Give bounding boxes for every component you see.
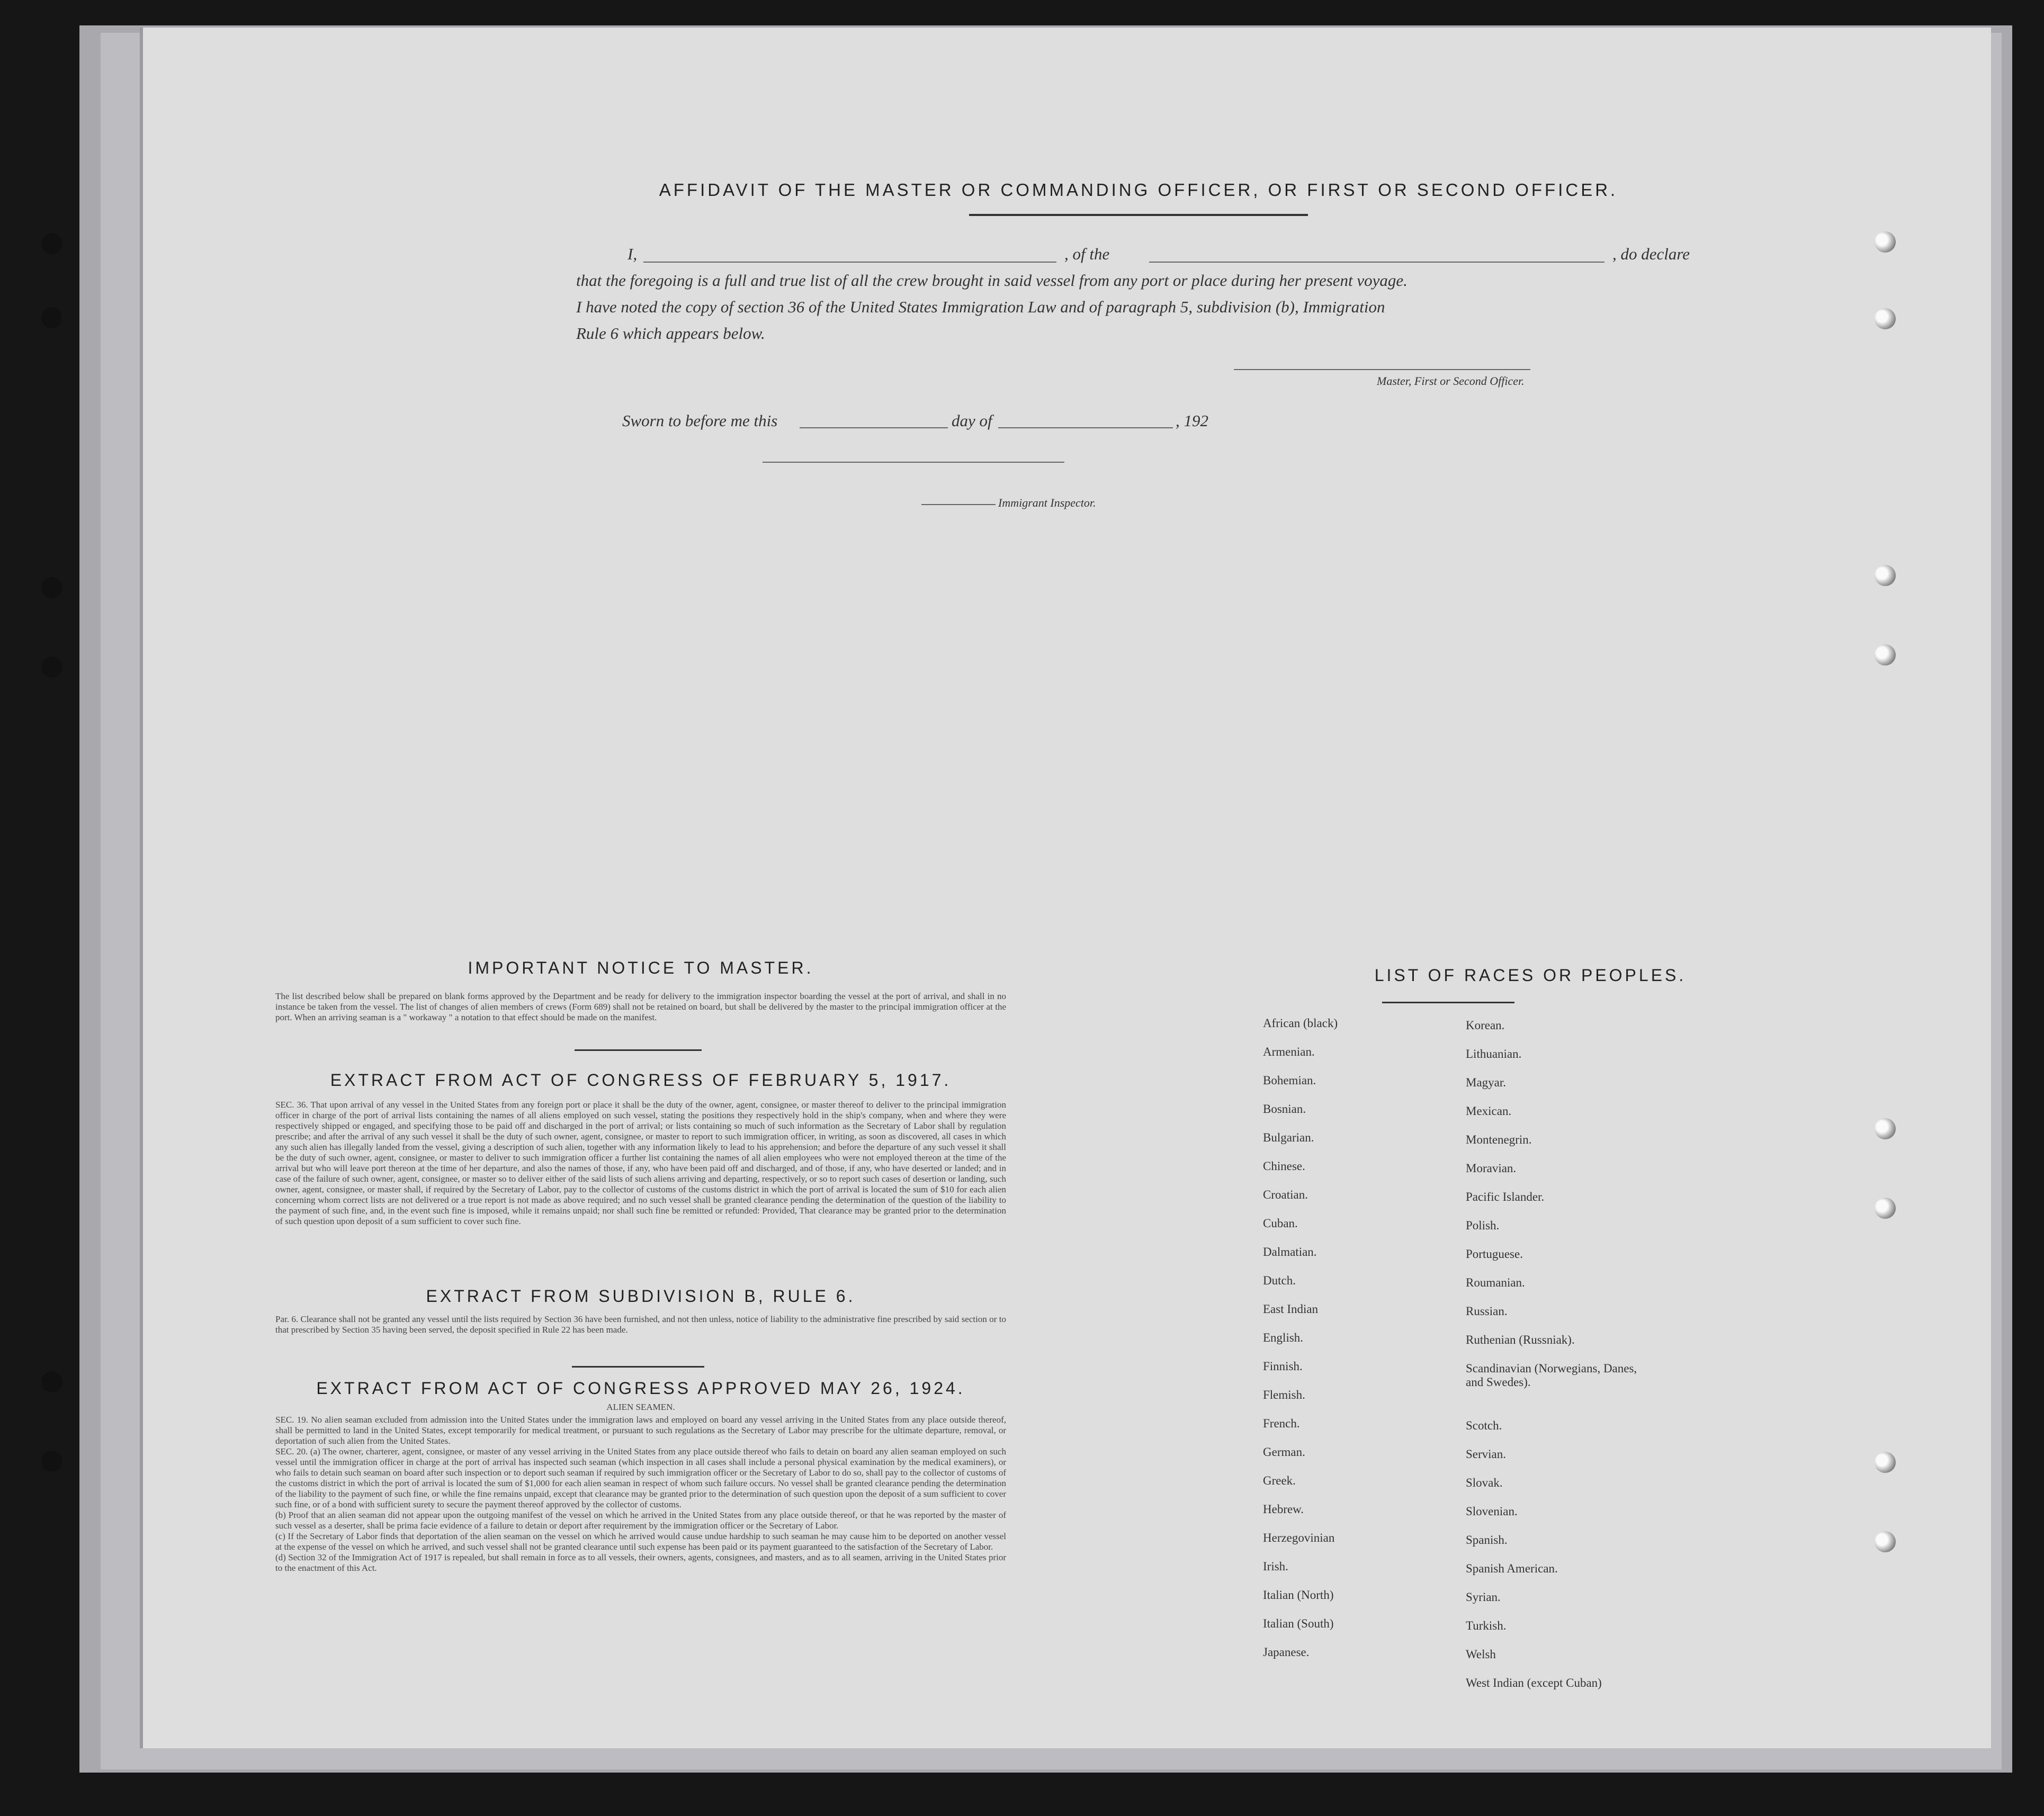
- affidavit-title: AFFIDAVIT OF THE MASTER OR COMMANDING OFFICER, OR FIRST OR SECOND OFFICER.: [659, 180, 1618, 200]
- race-item: Bohemian.: [1263, 1074, 1316, 1087]
- extract-1924-paragraph: (c) If the Secretary of Labor finds that deportation of the alien seaman on the vessel on which he arrived would cause undue hardship to such seaman he may cause him to be deported on another vessel at the expense of the vessel on which he arrived, and such vessel shall not be granted clearance until such expense has been paid or its payment guaranteed to the satisfaction of the Secretary of Labor.: [275, 1531, 1006, 1552]
- signature-caption: Master, First or Second Officer.: [1377, 374, 1525, 388]
- notice-title: IMPORTANT NOTICE TO MASTER.: [468, 958, 814, 977]
- extract-rule6-text: Par. 6. Clearance shall not be granted any vessel until the lists required by Section 36 have been furnished, and not then unless, notice of liability to the administrative fine prescribed by said section or to that prescribed by Section 35 having been served, the deposit specified in Rule 22 has been made.: [275, 1314, 1006, 1335]
- race-item: Ruthenian (Russniak).: [1466, 1333, 1575, 1346]
- race-item: Korean.: [1466, 1019, 1505, 1032]
- race-item: Moravian.: [1466, 1162, 1517, 1175]
- year-label: , 192: [1176, 411, 1208, 430]
- races-rule: [1382, 1002, 1514, 1003]
- race-item: Roumanian.: [1466, 1276, 1525, 1289]
- race-item: Finnish.: [1263, 1360, 1303, 1373]
- binder-hole: [41, 233, 62, 254]
- sworn-label: Sworn to before me this: [622, 411, 778, 430]
- race-item: Flemish.: [1263, 1388, 1305, 1401]
- inspector-signature-line[interactable]: [763, 462, 1064, 463]
- race-item: Greek.: [1263, 1474, 1296, 1487]
- signature-line[interactable]: [1234, 369, 1530, 370]
- affidavit-do-declare-label: , do declare: [1612, 245, 1690, 263]
- inspector-short-line: [921, 504, 996, 505]
- punch-hole: [1875, 644, 1896, 666]
- race-item: Spanish American.: [1466, 1562, 1558, 1575]
- race-item: Italian (South): [1263, 1617, 1334, 1630]
- name-blank[interactable]: [643, 262, 1056, 263]
- race-item: Irish.: [1263, 1560, 1288, 1573]
- race-item: Scandinavian (Norwegians, Danes, and Swedes).: [1466, 1362, 1637, 1389]
- race-item: Slovak.: [1466, 1476, 1503, 1489]
- race-item: Pacific Islander.: [1466, 1190, 1545, 1203]
- race-item: Bosnian.: [1263, 1102, 1306, 1116]
- punch-hole: [1875, 231, 1896, 253]
- race-item: Armenian.: [1263, 1045, 1315, 1058]
- declaration-line-3: Rule 6 which appears below.: [576, 324, 765, 343]
- section-rule: [575, 1049, 702, 1051]
- notice-text: The list described below shall be prepared on blank forms approved by the Department and be ready for delivery to the immigration inspector boarding the vessel at the port of arrival, and shall in no instance be taken from the vessel. The list of changes of alien members of crews (Form 689) shall not be retained on board, but shall be delivered by the master to the principal immigration officer at the port. When an arriving seaman is a " workaway " a notation to that effect should be made on the manifest.: [275, 991, 1006, 1022]
- race-item: German.: [1263, 1445, 1305, 1459]
- race-item: Cuban.: [1263, 1217, 1298, 1230]
- race-item: Portuguese.: [1466, 1247, 1523, 1261]
- race-item: Dutch.: [1263, 1274, 1296, 1287]
- race-item: West Indian (except Cuban): [1466, 1676, 1602, 1689]
- race-item: Slovenian.: [1466, 1505, 1518, 1518]
- extract-1924-paragraph: SEC. 19. No alien seaman excluded from admission into the United States under the immigration laws and employed on board any vessel arriving in the United States from any place outside thereof, shall be permitted to land in the United States, except temporarily for medical treatment, or pursuant to such regulations as the Secretary of Labor may prescribe for the ultimate departure, removal, or deportation of such alien from the United States.: [275, 1415, 1006, 1446]
- sworn-day-blank[interactable]: [800, 427, 948, 428]
- manifest-page: [143, 28, 1991, 1748]
- punch-hole: [1875, 1531, 1896, 1552]
- race-item: French.: [1263, 1417, 1300, 1430]
- race-item: Italian (North): [1263, 1588, 1334, 1602]
- race-item: Japanese.: [1263, 1646, 1310, 1659]
- race-item: Turkish.: [1466, 1619, 1507, 1632]
- race-item: Herzegovinian: [1263, 1531, 1335, 1544]
- race-item: Scotch.: [1466, 1419, 1502, 1432]
- extract-1924-paragraph: (d) Section 32 of the Immigration Act of 1917 is repealed, but shall remain in force as to all vessels, their owners, agents, consignees, and masters, and as to all seamen, arriving in the United States prior to the enactment of this Act.: [275, 1552, 1006, 1573]
- inspector-caption: Immigrant Inspector.: [998, 496, 1096, 509]
- vessel-blank[interactable]: [1149, 262, 1604, 263]
- race-item: Russian.: [1466, 1305, 1508, 1318]
- sworn-month-blank[interactable]: [998, 427, 1173, 428]
- title-rule: [969, 214, 1308, 216]
- races-title: LIST OF RACES OR PEOPLES.: [1374, 966, 1687, 985]
- extract-1924-subtitle: ALIEN SEAMEN.: [606, 1402, 675, 1412]
- extract-1924-paragraph: (b) Proof that an alien seaman did not appear upon the outgoing manifest of the vessel on which he arrived in the United States from any place outside thereof, or that he was reported by the master of such vessel as a deserter, shall be prima facie evidence of a failure to detain or deport after requirement by the immigration officer or the Secretary of Labor.: [275, 1510, 1006, 1531]
- race-item: Mexican.: [1466, 1104, 1512, 1118]
- binder-hole: [41, 657, 62, 678]
- section-rule: [572, 1366, 704, 1368]
- extract-1924-body: [275, 1415, 1006, 1574]
- extract-rule6-title: EXTRACT FROM SUBDIVISION B, RULE 6.: [426, 1287, 856, 1306]
- race-item: Lithuanian.: [1466, 1047, 1522, 1060]
- punch-hole: [1875, 308, 1896, 329]
- binder-hole: [41, 577, 62, 598]
- race-item: Syrian.: [1466, 1590, 1501, 1604]
- race-item: Servian.: [1466, 1448, 1507, 1461]
- binder-hole: [41, 307, 62, 328]
- punch-hole: [1875, 1198, 1896, 1219]
- extract-1924-title: EXTRACT FROM ACT OF CONGRESS APPROVED MAY 26, 1924.: [316, 1379, 965, 1398]
- race-item: Welsh: [1466, 1648, 1496, 1661]
- race-item: Bulgarian.: [1263, 1131, 1314, 1144]
- race-item: African (black): [1263, 1017, 1338, 1030]
- race-item: East Indian: [1263, 1302, 1319, 1316]
- race-item: English.: [1263, 1331, 1304, 1344]
- race-item: Croatian.: [1263, 1188, 1308, 1201]
- extract-1917-text: SEC. 36. That upon arrival of any vessel in the United States from any foreign port or place it shall be the duty of the owner, agent, consignee, or master thereof to deliver to the principal immigration officer in charge of the port of arrival lists containing the names of all aliens employed on such vessel, stating the positions they respectively hold in the ship's company, when and where they were respectively shipped or engaged, and specifying those to be paid off and discharged in the port of arrival; or lists containing so much of such information as the Secretary of Labor shall by regulation prescribe; and after the arrival of any such vessel it shall be the duty of such owner, agent, consignee, or master to report to such immigration officer, in writing, as soon as discovered, all cases in which any such alien has illegally landed from the vessel, giving a description of such alien, together with any information likely to lead to his apprehension; and before the departure of any such vessel it shall be the duty of such owner, agent, consignee, or master to deliver to such immigration officer a further list containing the names of all alien employees who were not employed thereon at the time of the arrival but who will leave port thereon at the time of her departure, and also the names of those, if any, who have been paid off and discharged, and of those, if any, who have deserted or landed; and in case of the failure of such owner, agent, consignee, or master so to deliver either of the said lists of such aliens arriving and departing, respectively, or so to report such cases of desertion or landing, such owner, agent, consignee, or master shall, if required by the Secretary of Labor, pay to the collector of customs of the customs district in which the port of arrival is located the sum of $10 for each alien concerning whom correct lists are not delivered or a true report is not made as above required; and no such vessel shall be granted clearance pending the determination of the question of the liability to the payment of such fine, and, in the event such fine is imposed, while it remains unpaid; nor shall such fine be remitted or refunded: Provided, That clearance may be granted prior to the determination of such question upon deposit of a sum sufficient to cover such fine.: [275, 1100, 1006, 1226]
- punch-hole: [1875, 1118, 1896, 1139]
- day-of-label: day of: [952, 411, 992, 430]
- race-item: Chinese.: [1263, 1159, 1305, 1173]
- declaration-line-2: I have noted the copy of section 36 of the United States Immigration Law and of paragraph 5, subdivision (b), Immigration: [576, 298, 1385, 316]
- race-item: Dalmatian.: [1263, 1245, 1317, 1258]
- binder-hole: [41, 1451, 62, 1472]
- extract-1917-title: EXTRACT FROM ACT OF CONGRESS OF FEBRUARY 5, 1917.: [330, 1071, 952, 1090]
- extract-1924-paragraph: SEC. 20. (a) The owner, charterer, agent, consignee, or master of any vessel arriving in the United States from any place outside thereof who fails to detain on board any alien seaman employed on such vessel until the immigration officer in charge at the port of arrival has inspected such seaman (which inspection in all cases shall include a personal physical examination by the medical examiners), or who fails to detain such seaman on board after such inspection or to deport such seaman if required by such immigration officer or the Secretary of Labor to do so, shall pay to the collector of customs of the customs district in which the port of arrival is located the sum of $1,000 for each alien seaman in respect of whom such failure occurs. No vessel shall be granted clearance pending the determination of the liability to the payment of such fine, or while the fine remains unpaid, except that clearance may be granted prior to the determination of such question upon the deposit of a sum sufficient to cover such fine, or of a bond with sufficient surety to secure the payment thereof approved by the collector of customs.: [275, 1446, 1006, 1509]
- race-item: Hebrew.: [1263, 1503, 1304, 1516]
- declaration-line-1: that the foregoing is a full and true list of all the crew brought in said vessel from any port or place during her present voyage.: [576, 271, 1408, 290]
- affidavit-i-label: I,: [627, 245, 638, 263]
- binder-hole: [41, 1371, 62, 1392]
- race-item: Magyar.: [1466, 1076, 1507, 1089]
- race-item: Spanish.: [1466, 1533, 1508, 1547]
- punch-hole: [1875, 565, 1896, 586]
- punch-hole: [1875, 1452, 1896, 1473]
- affidavit-of-the-label: , of the: [1064, 245, 1110, 263]
- race-item: Polish.: [1466, 1219, 1500, 1232]
- race-item: Montenegrin.: [1466, 1133, 1532, 1146]
